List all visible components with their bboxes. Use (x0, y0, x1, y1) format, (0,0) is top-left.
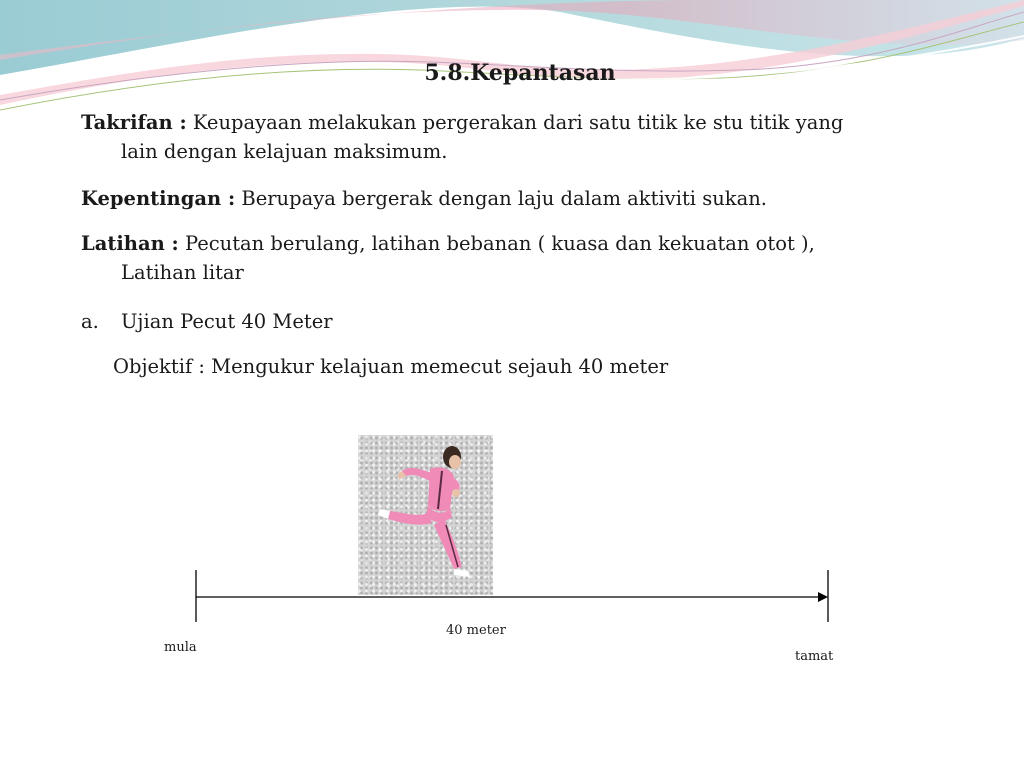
kepentingan-text: Berupaya bergerak dengan laju dalam aktiviti sukan. (235, 187, 767, 210)
objektif-text: Objektif : Mengukur kelajuan memecut sejauh 40 meter (113, 355, 669, 378)
latihan-label: Latihan : (81, 232, 179, 255)
list-item-a (81, 307, 941, 336)
list-item-a-text: Ujian Pecut 40 Meter (121, 310, 333, 333)
distance-label: 40 meter (446, 623, 506, 638)
kepentingan-label: Kepentingan : (81, 187, 236, 210)
latihan-text-line1: Pecutan berulang, latihan bebanan ( kuasa dan kekuatan otot ), (178, 232, 815, 255)
takrifan-text-line1: Keupayaan melakukan pergerakan dari satu titik ke stu titik yang (186, 111, 844, 134)
kepentingan-paragraph (81, 184, 941, 213)
takrifan-label: Takrifan : (81, 111, 187, 134)
takrifan-paragraph (81, 108, 941, 166)
slide-title: 5.8.Kepantasan (424, 60, 616, 86)
distance-line-diagram (0, 560, 1024, 640)
latihan-paragraph (81, 229, 941, 287)
list-marker: a. (81, 310, 99, 333)
start-label: mula (164, 640, 197, 655)
arrow-head (818, 592, 828, 602)
takrifan-text-line2: lain dengan kelajuan maksimum. (121, 140, 448, 163)
end-label: tamat (795, 649, 834, 664)
latihan-text-line2: Latihan litar (121, 261, 244, 284)
